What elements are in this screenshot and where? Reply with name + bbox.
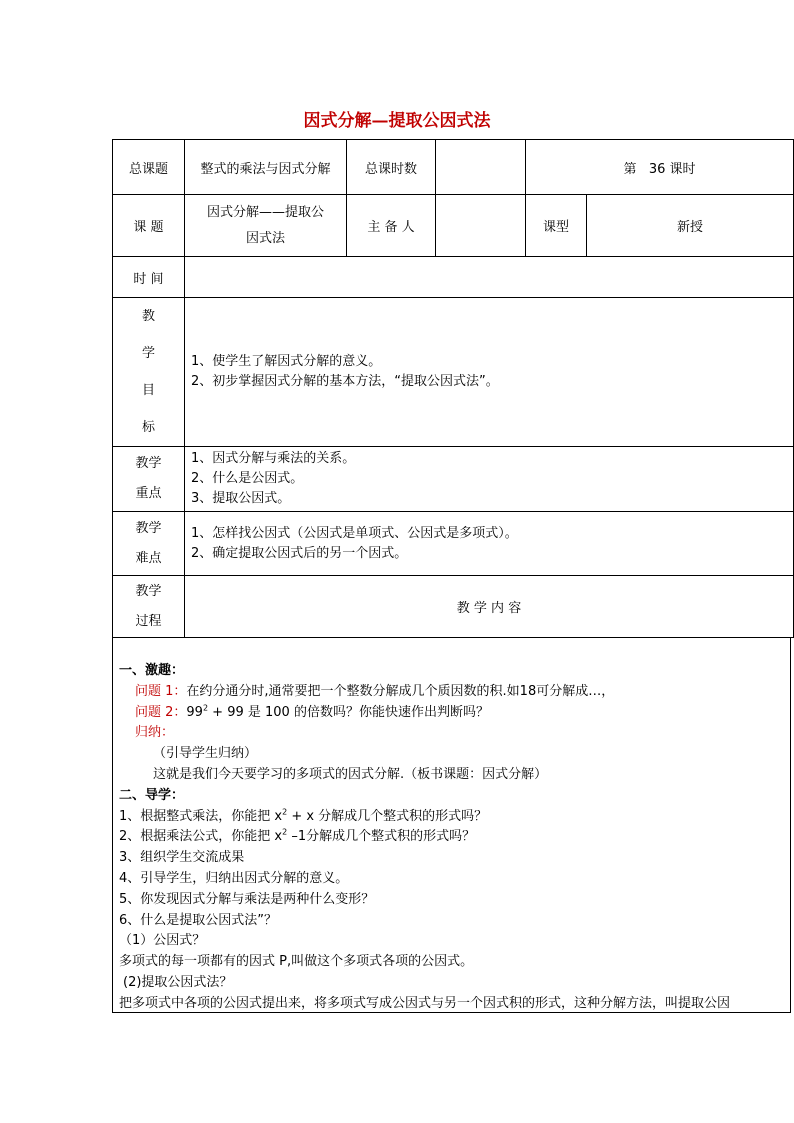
lesson-type-label: 课型 [526,195,587,257]
lead-teacher-label: 主 备 人 [347,195,436,257]
lesson-plan-table [112,139,794,638]
intro-line: 这就是我们今天要学习的多项式的因式分解.（板书课题：因式分解） [153,766,548,782]
total-topic-label: 总课题 [113,140,185,195]
topic-label: 课 题 [113,195,185,257]
guide-line: （引导学生归纳） [153,746,258,762]
list-item: 1、怎样找公因式（公因式是单项式、公因式是多项式）。 [191,525,518,541]
table-row [113,447,794,512]
list-item: 2、初步掌握因式分解的基本方法，“提取公因式法”。 [191,374,499,389]
lesson-number-value: 36 [648,161,666,177]
difficulties-label: 教学 难点 [113,512,185,576]
list-item: 5、你发现因式分解与乘法是两种什么变形？ [119,891,375,907]
process-header: 教 学 内 容 [185,576,794,638]
objectives-label: 教 学 目 标 [113,298,185,447]
list-item: 2、什么是公因式。 [191,471,304,486]
list-item: 4、引导学生，归纳出因式分解的意义。 [119,870,349,886]
table-row [113,512,794,576]
list-item: 3、提取公因式。 [191,491,291,506]
lead-teacher-value [436,195,526,257]
document-title: 因式分解—提取公因式法 [303,111,491,131]
lesson-number: 第 36 课时 [526,140,794,195]
list-item: 2、确定提取公因式后的另一个因式。 [191,545,408,561]
section-heading: 一、激趣： [119,663,185,678]
key-points-label: 教学 重点 [113,447,185,512]
total-topic-value: 整式的乘法与因式分解 [185,140,347,195]
total-hours-label: 总课时数 [347,140,436,195]
list-item: 1、使学生了解因式分解的意义。 [191,354,382,369]
list-item: 6、什么是提取公因式法”？ [119,912,278,928]
table-row [113,576,794,638]
lesson-type-value: 新授 [587,195,794,257]
subheading: (2)提取公因式法？ [123,974,233,990]
list-item: 3、组织学生交流成果 [119,850,245,866]
key-points-content [185,447,794,512]
definition-text: 把多项式中各项的公因式提出来，将多项式写成公因式与另一个因式积的形式，这种分解方法，叫提取公因 [119,995,731,1011]
list-item: 1、因式分解与乘法的关系。 [191,451,356,466]
time-value [185,257,794,298]
teaching-content [112,637,791,1013]
table-row [113,298,794,447]
difficulties-content [185,512,794,576]
definition-text: 多项式的每一项都有的因式 P,叫做这个多项式各项的公因式。 [119,954,474,970]
summary-label: 归纳： [135,725,175,741]
table-row [113,140,794,195]
list-item: 1、根据整式乘法，你能把 $x^2 + x$ 分解成几个整式积的形式吗？ [119,807,488,824]
subheading: （1）公因式？ [119,933,206,949]
time-label: 时 间 [113,257,185,298]
question-1: 问题 1：在约分通分时,通常要把一个整数分解成几个质因数的积.如18可分解成…， [135,683,615,699]
total-hours-value [436,140,526,195]
list-item: 2、根据乘法公式，你能把 $x^2$ –1分解成几个整式积的形式吗？ [119,828,476,845]
objectives-content [185,298,794,447]
topic-value: 因式分解——提取公因式法 [185,195,347,257]
table-row [113,195,794,257]
process-label: 教学 过程 [113,576,185,638]
table-row [113,257,794,298]
section-heading: 二、导学： [119,787,185,803]
question-2: 问题 2：$99^2 + 99$ 是 100 的倍数吗？你能快速作出判断吗？ [135,703,489,720]
